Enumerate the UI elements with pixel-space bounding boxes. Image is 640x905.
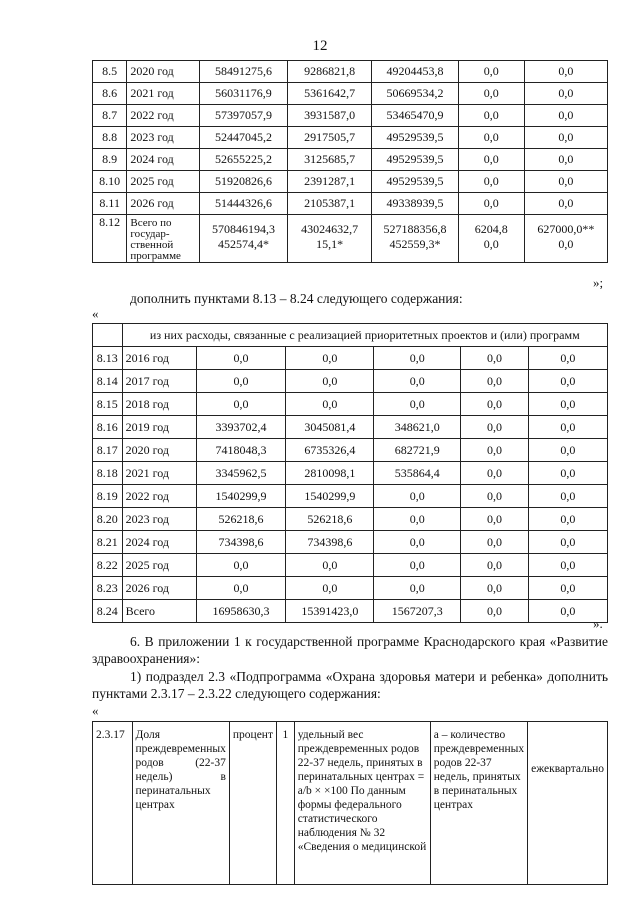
row-value: 52655225,2 [200, 149, 288, 171]
row-value: 1540299,9 [196, 485, 286, 508]
row-value: 0,0 [196, 347, 286, 370]
row-year: 2026 год [127, 193, 200, 215]
row-value: 58491275,6 [200, 61, 288, 83]
row-value: 0,0 [461, 531, 529, 554]
row-value: 0,0 [196, 370, 286, 393]
row-value: 0,0 [374, 347, 461, 370]
row-year: 2017 год [122, 370, 196, 393]
row-value: 0,0 [458, 105, 524, 127]
row-value: 0,0 [461, 416, 529, 439]
page-number: 12 [312, 38, 328, 54]
row-number: 8.8 [93, 127, 127, 149]
indicator-code: 1 [276, 722, 294, 885]
row-number: 8.13 [93, 347, 123, 370]
row-value: 734398,6 [196, 531, 286, 554]
row-value: 0,0 [374, 370, 461, 393]
table-row [93, 577, 608, 600]
row-value: 0,0 [528, 347, 607, 370]
row-value: 15391423,0 [286, 600, 374, 623]
header-blank [93, 324, 123, 347]
row-value: 0,0 [374, 554, 461, 577]
indicator-name: Доля преждевременных родов (22-37 недель) в перинатальных центрах [132, 722, 229, 885]
table-row [93, 171, 608, 193]
row-value: 6735326,4 [286, 439, 374, 462]
table-row [93, 531, 608, 554]
table-row [93, 393, 608, 416]
row-value: 0,0 [461, 577, 529, 600]
row-value: 0,0 [524, 171, 607, 193]
row-value: 0,0 [458, 171, 524, 193]
table-row [93, 127, 608, 149]
row-value: 0,0 [458, 193, 524, 215]
indicators-table [92, 721, 608, 885]
row-value: 49529539,5 [372, 149, 458, 171]
row-value: 0,0 [461, 370, 529, 393]
row-value: 0,0 [196, 554, 286, 577]
row-value: 0,0 [458, 61, 524, 83]
indicator-variables: a – количество преждевременных родов 22-37 недель, принятых в перинатальных центрах [430, 722, 527, 885]
row-year: 2022 год [127, 105, 200, 127]
row-value: 0,0 [374, 485, 461, 508]
row-number: 8.16 [93, 416, 123, 439]
table-row [93, 485, 608, 508]
row-value: 0,0 [458, 149, 524, 171]
row-value: 0,0 [528, 462, 607, 485]
row-value: 0,0 [374, 577, 461, 600]
row-value: 0,0 [458, 237, 524, 263]
row-year: 2022 год [122, 485, 196, 508]
row-number: 8.14 [93, 370, 123, 393]
row-number: 8.20 [93, 508, 123, 531]
row-value: 0,0 [286, 347, 374, 370]
row-value: 0,0 [528, 439, 607, 462]
table-row [93, 508, 608, 531]
row-value: 51444326,6 [200, 193, 288, 215]
row-number: 8.11 [93, 193, 127, 215]
row-value: 0,0 [528, 531, 607, 554]
row-value: 0,0 [524, 237, 607, 263]
row-value: 0,0 [286, 577, 374, 600]
row-value: 0,0 [524, 105, 607, 127]
row-value: 0,0 [461, 485, 529, 508]
row-value: 16958630,3 [196, 600, 286, 623]
row-value: 2810098,1 [286, 462, 374, 485]
row-number: 8.18 [93, 462, 123, 485]
row-value: 682721,9 [374, 439, 461, 462]
row-value: 526218,6 [286, 508, 374, 531]
row-year: 2016 год [122, 347, 196, 370]
table-row [93, 600, 608, 623]
row-value: 734398,6 [286, 531, 374, 554]
row-value: 0,0 [286, 370, 374, 393]
open-quote: « [92, 306, 99, 321]
row-year: 2021 год [122, 462, 196, 485]
row-value: 1567207,3 [374, 600, 461, 623]
row-value: 0,0 [374, 508, 461, 531]
table-row [93, 554, 608, 577]
paragraph-subsection: 1) подраздел 2.3 «Подпрограмма «Охрана здоровья матери и ребенка» дополнить пунктами 2.3.17 – 2.3.22 следующего содержания: [92, 669, 608, 701]
row-value: 0,0 [196, 577, 286, 600]
row-value: 9286821,8 [287, 61, 372, 83]
row-year: 2020 год [122, 439, 196, 462]
row-value: 0,0 [461, 600, 529, 623]
row-value: 52447045,2 [200, 127, 288, 149]
row-value: 2391287,1 [287, 171, 372, 193]
row-value: 6204,8 [458, 215, 524, 237]
row-value: 2917505,7 [287, 127, 372, 149]
row-year: Всего [122, 600, 196, 623]
row-value: 3045081,4 [286, 416, 374, 439]
row-value: 7418048,3 [196, 439, 286, 462]
row-value: 50669534,2 [372, 83, 458, 105]
row-value: 0,0 [528, 508, 607, 531]
row-value: 526218,6 [196, 508, 286, 531]
row-value: 57397057,9 [200, 105, 288, 127]
row-value: 0,0 [528, 554, 607, 577]
table-row [93, 416, 608, 439]
row-value: 49338939,5 [372, 193, 458, 215]
row-number: 8.9 [93, 149, 127, 171]
row-year: 2023 год [122, 508, 196, 531]
indicator-unit: процент [229, 722, 276, 885]
row-value: 1540299,9 [286, 485, 374, 508]
indicator-number: 2.3.17 [93, 722, 133, 885]
row-year: 2023 год [127, 127, 200, 149]
row-value: 3125685,7 [287, 149, 372, 171]
table-row [93, 439, 608, 462]
row-year: 2019 год [122, 416, 196, 439]
row-year: 2024 год [122, 531, 196, 554]
indicator-definition: удельный вес преждевременных родов 22-37 недель, принятых в перинатальных центрах = a/b × ×100 По данным формы федерального статистического наблюдения № 32 «Сведения о медицинской [294, 722, 430, 885]
row-value: 535864,4 [374, 462, 461, 485]
row-value: 0,0 [528, 600, 607, 623]
row-year: 2026 год [122, 577, 196, 600]
row-value: 56031176,9 [200, 83, 288, 105]
financing-table [92, 60, 608, 263]
row-value: 0,0 [286, 554, 374, 577]
row-value: 5361642,7 [287, 83, 372, 105]
row-value: 0,0 [461, 439, 529, 462]
indicator-frequency: ежеквартально [528, 722, 608, 885]
row-value: 0,0 [461, 393, 529, 416]
row-number: 8.6 [93, 83, 127, 105]
priority-projects-table [92, 323, 608, 623]
row-number: 8.21 [93, 531, 123, 554]
table-row [93, 105, 608, 127]
row-label: Всего по государ-ственной программе [127, 215, 200, 263]
table-header: из них расходы, связанные с реализацией приоритетных проектов и (или) программ [122, 324, 607, 347]
table-row [93, 347, 608, 370]
row-value: 527188356,8 [372, 215, 458, 237]
table-row [93, 370, 608, 393]
row-value: 0,0 [524, 149, 607, 171]
table-row [93, 722, 608, 885]
row-value: 0,0 [461, 462, 529, 485]
table-header-row [93, 324, 608, 347]
row-value: 0,0 [196, 393, 286, 416]
row-value: 15,1* [287, 237, 372, 263]
table-row [93, 193, 608, 215]
row-value: 452559,3* [372, 237, 458, 263]
row-number: 8.22 [93, 554, 123, 577]
row-number: 8.19 [93, 485, 123, 508]
row-value: 0,0 [528, 370, 607, 393]
row-value: 0,0 [528, 393, 607, 416]
row-year: 2021 год [127, 83, 200, 105]
row-number: 8.10 [93, 171, 127, 193]
table-row [93, 462, 608, 485]
intro-text: дополнить пунктами 8.13 – 8.24 следующего содержания: [130, 291, 463, 306]
row-value: 0,0 [461, 508, 529, 531]
open-quote-2: « [92, 703, 99, 718]
row-value: 0,0 [458, 127, 524, 149]
row-value: 2105387,1 [287, 193, 372, 215]
row-value: 49529539,5 [372, 171, 458, 193]
table-row-total [93, 215, 608, 237]
row-value: 0,0 [286, 393, 374, 416]
row-value: 627000,0** [524, 215, 607, 237]
row-value: 49204453,8 [372, 61, 458, 83]
row-number: 8.5 [93, 61, 127, 83]
row-number: 8.15 [93, 393, 123, 416]
row-year: 2025 год [127, 171, 200, 193]
row-year: 2025 год [122, 554, 196, 577]
row-value: 53465470,9 [372, 105, 458, 127]
table2-closing-quote: ». [593, 616, 603, 631]
row-number: 8.17 [93, 439, 123, 462]
row-value: 0,0 [374, 531, 461, 554]
row-value: 0,0 [524, 127, 607, 149]
row-value: 570846194,3 [200, 215, 288, 237]
row-value: 0,0 [528, 485, 607, 508]
table-row [93, 83, 608, 105]
table1-closing-quote: »; [593, 275, 604, 290]
row-value: 0,0 [524, 61, 607, 83]
row-value: 348621,0 [374, 416, 461, 439]
row-value: 0,0 [524, 193, 607, 215]
row-number: 8.12 [93, 215, 127, 263]
row-value: 3393702,4 [196, 416, 286, 439]
row-value: 0,0 [528, 577, 607, 600]
row-value: 0,0 [461, 554, 529, 577]
row-value: 0,0 [528, 416, 607, 439]
row-value: 3345962,5 [196, 462, 286, 485]
row-number: 8.23 [93, 577, 123, 600]
row-value: 0,0 [461, 347, 529, 370]
row-value: 452574,4* [200, 237, 288, 263]
row-value: 49529539,5 [372, 127, 458, 149]
paragraph-6: 6. В приложении 1 к государственной программе Краснодарского края «Развитие здравоохранения»: [92, 634, 608, 666]
row-year: 2020 год [127, 61, 200, 83]
table-row [93, 61, 608, 83]
row-number: 8.24 [93, 600, 123, 623]
table-row [93, 149, 608, 171]
row-number: 8.7 [93, 105, 127, 127]
row-value: 3931587,0 [287, 105, 372, 127]
row-value: 43024632,7 [287, 215, 372, 237]
row-value: 0,0 [374, 393, 461, 416]
row-value: 0,0 [524, 83, 607, 105]
row-year: 2024 год [127, 149, 200, 171]
row-year: 2018 год [122, 393, 196, 416]
row-value: 0,0 [458, 83, 524, 105]
row-value: 51920826,6 [200, 171, 288, 193]
